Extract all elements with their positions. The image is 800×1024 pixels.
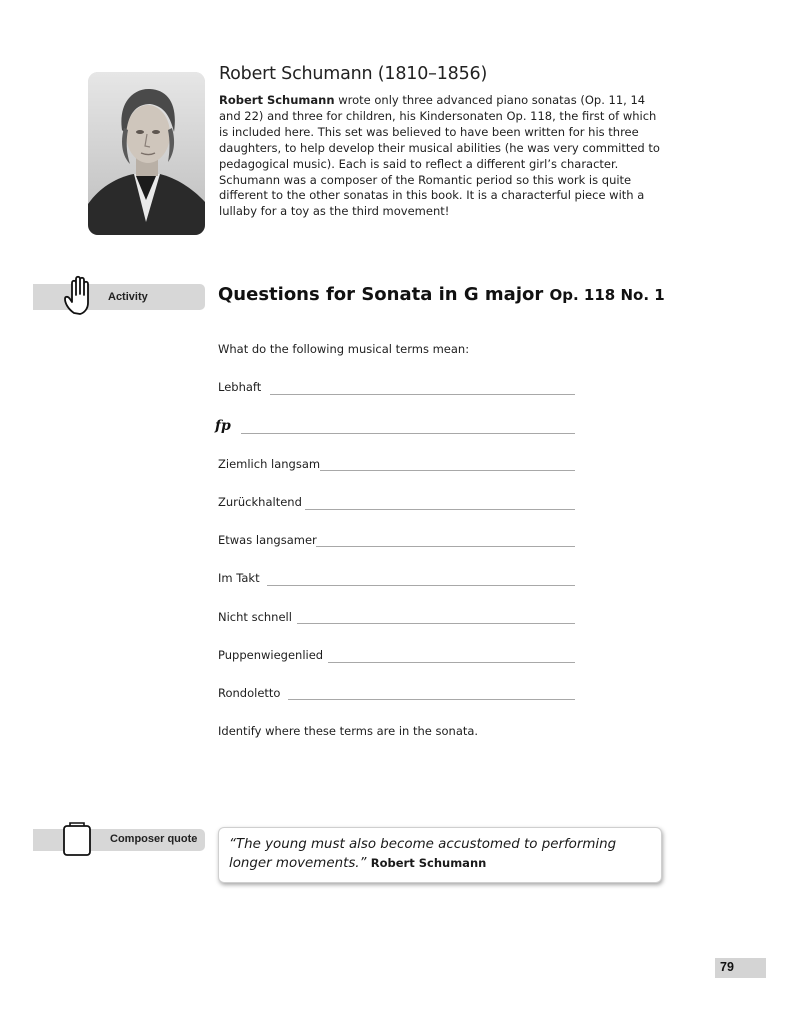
bio-body-text: wrote only three advanced piano sonatas (Op. 11, 14 and 22) and three for children, his Kindersonaten Op. 118, the first of which is included here. This set was believed to have been written for his three daughters, to help develop their musical abilities (he was very committed to pedagogical music). Each is said to reflect a different girl’s character. Schumann was a composer of the Romantic period so this work is quite different to the other sonatas in this book. It is a characterful piece with a lullaby for a toy as the third movement! (219, 93, 660, 219)
answer-line[interactable] (297, 623, 575, 624)
questions-title (218, 284, 665, 305)
hand-icon (62, 273, 98, 317)
composer-quote-tab (33, 829, 205, 851)
term-label: Im Takt (218, 571, 260, 585)
questions-prompt: What do the following musical terms mean: (218, 342, 470, 356)
term-label: Ziemlich langsam (218, 457, 321, 471)
quote-body: “The young must also become accustomed to performing longer movements.” (229, 837, 617, 871)
quote-box (218, 827, 662, 883)
answer-line[interactable] (288, 699, 575, 700)
term-label: Puppenwiegenlied (218, 648, 324, 662)
identify-prompt: Identify where these terms are in the sonata. (218, 724, 479, 738)
questions-title-sub: Op. 118 No. 1 (549, 286, 665, 304)
quote-attribution: Robert Schumann (370, 856, 487, 870)
answer-line[interactable] (316, 546, 575, 547)
term-label: Rondoletto (218, 686, 281, 700)
page-number: 79 (720, 960, 734, 974)
speech-box-icon (61, 822, 93, 858)
composer-portrait (88, 72, 205, 235)
term-label: Nicht schnell (218, 610, 292, 624)
term-label: fp (215, 418, 231, 434)
answer-line[interactable] (305, 509, 575, 510)
answer-line[interactable] (320, 470, 575, 471)
bio-lead-name: Robert Schumann (219, 93, 335, 107)
answer-line[interactable] (267, 585, 575, 586)
bio-title: Robert Schumann (1810–1856) (219, 64, 488, 84)
answer-line[interactable] (241, 433, 575, 434)
term-label: Lebhaft (218, 380, 262, 394)
term-label: Etwas langsamer (218, 533, 317, 547)
answer-line[interactable] (328, 662, 575, 663)
activity-tab (33, 284, 205, 310)
page-number-box (715, 958, 766, 978)
activity-tab-label: Activity (108, 291, 148, 303)
answer-line[interactable] (270, 394, 575, 395)
bio-paragraph (219, 93, 669, 220)
questions-title-main: Questions for Sonata in G major (218, 284, 544, 305)
term-label: Zurückhaltend (218, 495, 302, 509)
quote-text (229, 835, 649, 873)
composer-quote-tab-label: Composer quote (110, 833, 198, 845)
